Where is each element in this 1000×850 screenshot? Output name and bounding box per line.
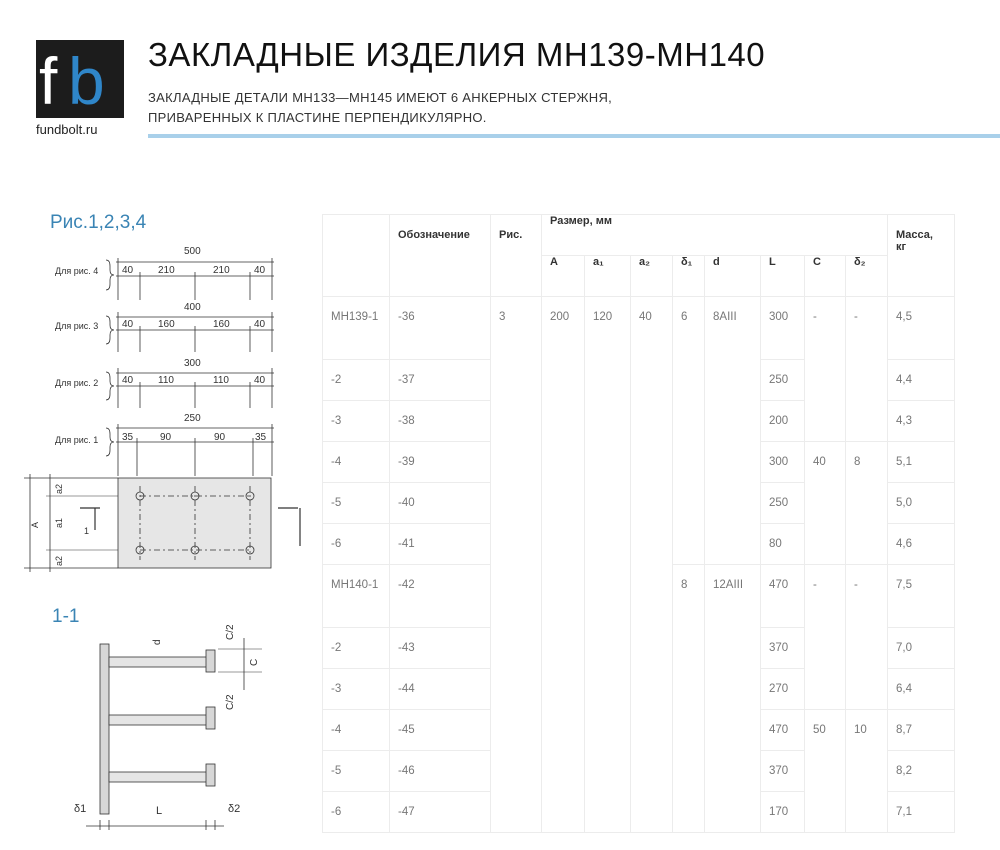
plate-plan-view (24, 474, 300, 572)
svg-text:C/2: C/2 (225, 624, 236, 640)
header-designation: Обозначение (390, 215, 491, 297)
cell-mass: 8,7 (888, 710, 955, 751)
cell-code: -37 (390, 360, 491, 401)
dim-total: 500 (184, 246, 201, 257)
figure-title: Рис.1,2,3,4 (50, 212, 147, 233)
header-fig: Рис. (491, 215, 542, 297)
cell-code: -40 (390, 483, 491, 524)
svg-text:160: 160 (158, 319, 175, 330)
logo-letter-b: b (68, 44, 105, 118)
cell-delta2: - (846, 297, 888, 442)
svg-text:a2: a2 (54, 555, 64, 566)
cell-code: -44 (390, 669, 491, 710)
cell-mass: 5,1 (888, 442, 955, 483)
dim-row-label: Для рис. 4 (55, 266, 99, 276)
cell-mark: -2 (323, 360, 390, 401)
cell-mark: -4 (323, 442, 390, 483)
technical-drawing (0, 240, 320, 830)
cell-code: -41 (390, 524, 491, 565)
section-label-L: L (156, 805, 163, 817)
cell-delta2: 10 (846, 710, 888, 833)
header-mass: Масса, кг (888, 215, 955, 297)
header-divider (148, 134, 1000, 138)
dim-total: 250 (184, 413, 201, 424)
svg-text:40: 40 (122, 375, 134, 386)
cell-mass: 4,6 (888, 524, 955, 565)
dim-row-label: Для рис. 2 (55, 378, 99, 388)
dimension-row-fig2 (55, 358, 274, 408)
svg-text:110: 110 (213, 375, 229, 386)
cell-L: 370 (761, 628, 805, 669)
logo-caption: fundbolt.ru (36, 122, 98, 137)
cell-mark: -5 (323, 483, 390, 524)
cell-mass: 4,4 (888, 360, 955, 401)
svg-text:a1: a1 (54, 517, 64, 528)
cell-d: 8AIII (705, 297, 761, 565)
cell-C: - (805, 297, 846, 442)
cell-L: 250 (761, 360, 805, 401)
cell-delta2: 8 (846, 442, 888, 565)
svg-text:40: 40 (254, 375, 266, 386)
svg-text:210: 210 (158, 265, 175, 276)
cell-mark: -5 (323, 751, 390, 792)
cell-mass: 7,1 (888, 792, 955, 833)
section-label-delta1: δ1 (74, 803, 87, 815)
dim-row-label: Для рис. 1 (55, 435, 99, 445)
svg-text:40: 40 (122, 265, 134, 276)
cell-delta1: 6 (673, 297, 705, 565)
subheader-a1: a₁ (585, 256, 631, 297)
fb-logo-mark (36, 40, 124, 118)
cell-C: 50 (805, 710, 846, 833)
fundbolt-logo[interactable] (36, 40, 124, 118)
cell-L: 470 (761, 565, 805, 628)
cell-A: 200 (542, 297, 585, 833)
cell-L: 300 (761, 297, 805, 360)
svg-text:40: 40 (122, 319, 134, 330)
svg-text:90: 90 (160, 432, 172, 443)
page-title: ЗАКЛАДНЫЕ ИЗДЕЛИЯ МН139-МН140 (148, 36, 766, 73)
dimension-row-fig1 (55, 413, 274, 476)
dim-total: 400 (184, 302, 201, 313)
svg-text:35: 35 (122, 432, 134, 443)
svg-text:40: 40 (254, 319, 266, 330)
svg-text:35: 35 (255, 432, 267, 443)
header-blank (323, 215, 390, 297)
cell-code: -46 (390, 751, 491, 792)
svg-text:40: 40 (254, 265, 266, 276)
cell-mass: 6,4 (888, 669, 955, 710)
cell-L: 370 (761, 751, 805, 792)
section-view (86, 624, 262, 830)
cell-code: -42 (390, 565, 491, 628)
spec-table (322, 214, 955, 833)
cell-fig: 3 (491, 297, 542, 833)
table-row (323, 297, 955, 360)
header-size: Размер, мм (542, 215, 888, 256)
cell-code: -47 (390, 792, 491, 833)
cell-mass: 4,5 (888, 297, 955, 360)
cell-a1: 120 (585, 297, 631, 833)
subheader-a2: a₂ (631, 256, 673, 297)
cell-delta2: - (846, 565, 888, 710)
svg-text:A: A (30, 521, 40, 528)
table-header-row (323, 215, 955, 256)
svg-text:a2: a2 (54, 483, 64, 494)
svg-text:C: C (249, 658, 260, 666)
cell-mark: -4 (323, 710, 390, 751)
cell-L: 300 (761, 442, 805, 483)
subheader-C: C (805, 256, 846, 297)
cell-L: 200 (761, 401, 805, 442)
cell-mark: -6 (323, 792, 390, 833)
cell-code: -45 (390, 710, 491, 751)
cell-mark: -2 (323, 628, 390, 669)
svg-text:90: 90 (214, 432, 226, 443)
cell-L: 270 (761, 669, 805, 710)
cell-code: -39 (390, 442, 491, 483)
cell-C: 40 (805, 442, 846, 565)
section-title: 1-1 (52, 606, 80, 627)
cell-mark: -3 (323, 669, 390, 710)
dimension-row-fig3 (55, 302, 274, 352)
cell-mark: МН140-1 (323, 565, 390, 628)
cell-mass: 8,2 (888, 751, 955, 792)
cell-L: 470 (761, 710, 805, 751)
cell-a2: 40 (631, 297, 673, 833)
svg-text:C/2: C/2 (225, 694, 236, 710)
page-subtitle-line2: ПРИВАРЕННЫХ К ПЛАСТИНЕ ПЕРПЕНДИКУЛЯРНО. (148, 110, 487, 125)
svg-text:d: d (152, 639, 163, 645)
subheader-A: A (542, 256, 585, 297)
page-subtitle-line1: ЗАКЛАДНЫЕ ДЕТАЛИ МН133—МН145 ИМЕЮТ 6 АНКЕРНЫХ СТЕРЖНЯ, (148, 90, 613, 105)
logo-letter-f: f (39, 44, 58, 118)
cell-mass: 7,5 (888, 565, 955, 628)
svg-text:110: 110 (158, 375, 174, 386)
svg-text:160: 160 (213, 319, 230, 330)
subheader-d: d (705, 256, 761, 297)
cell-code: -43 (390, 628, 491, 669)
cell-mark: -6 (323, 524, 390, 565)
subheader-delta2: δ₂ (846, 256, 888, 297)
section-label-delta2: δ2 (228, 803, 241, 815)
cell-mass: 7,0 (888, 628, 955, 669)
cell-code: -38 (390, 401, 491, 442)
cell-mark: МН139-1 (323, 297, 390, 360)
cell-C: - (805, 565, 846, 710)
dimension-row-fig4 (55, 246, 274, 300)
cell-L: 80 (761, 524, 805, 565)
dim-total: 300 (184, 358, 201, 369)
svg-text:1: 1 (84, 526, 90, 536)
cell-mark: -3 (323, 401, 390, 442)
cell-L: 170 (761, 792, 805, 833)
dim-row-label: Для рис. 3 (55, 321, 99, 331)
cell-delta1: 8 (673, 565, 705, 833)
cell-code: -36 (390, 297, 491, 360)
svg-text:210: 210 (213, 265, 230, 276)
cell-mass: 4,3 (888, 401, 955, 442)
cell-mass: 5,0 (888, 483, 955, 524)
cell-L: 250 (761, 483, 805, 524)
cell-d: 12AIII (705, 565, 761, 833)
subheader-L: L (761, 256, 805, 297)
subheader-delta1: δ₁ (673, 256, 705, 297)
